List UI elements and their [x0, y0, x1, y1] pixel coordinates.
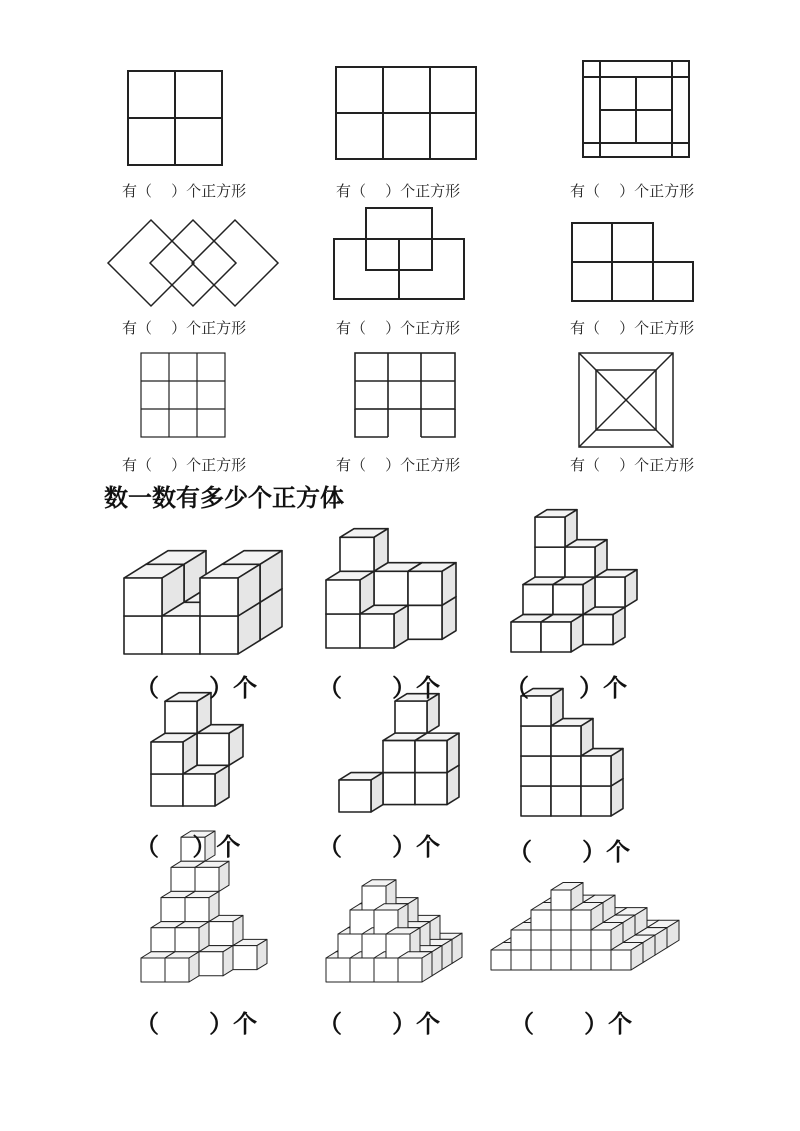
- square-figure-6: [570, 221, 694, 303]
- cube: [581, 749, 623, 786]
- cube-figure-1: [120, 542, 290, 662]
- cube: [175, 922, 209, 952]
- cube-figure-3: [505, 542, 645, 662]
- cube-answer-4: （ ）个: [135, 833, 241, 861]
- cube: [595, 570, 637, 607]
- square-caption-2: 有（ ）个正方形: [336, 182, 461, 200]
- cube-figure-2: [320, 542, 460, 662]
- square-caption-9: 有（ ）个正方形: [570, 456, 695, 474]
- cube: [209, 915, 243, 945]
- cube: [185, 891, 219, 921]
- square-figure-1: [127, 70, 223, 166]
- square-figure-7: [140, 352, 226, 438]
- square-figure-5: [332, 206, 466, 302]
- cube: [553, 577, 595, 614]
- square-caption-1: 有（ ）个正方形: [122, 182, 247, 200]
- square-caption-7: 有（ ）个正方形: [122, 456, 247, 474]
- cube: [551, 719, 593, 756]
- cube-answer-3: （ ）个: [505, 674, 628, 702]
- cube-answer-5: （ ）个: [318, 833, 441, 861]
- cube: [565, 540, 607, 577]
- cube: [535, 510, 577, 547]
- cube-figure-6: [515, 690, 645, 820]
- cube-figure-5: [335, 700, 445, 820]
- square-caption-8: 有（ ）个正方形: [336, 456, 461, 474]
- cube: [233, 939, 267, 969]
- cube: [408, 563, 456, 606]
- cube: [398, 952, 432, 982]
- cube: [583, 607, 625, 644]
- cube-figure-4: [145, 702, 255, 820]
- cube: [340, 529, 388, 572]
- cube: [151, 733, 197, 774]
- cube: [165, 952, 199, 982]
- cube: [197, 725, 243, 766]
- cube: [200, 564, 260, 616]
- cube: [183, 765, 229, 806]
- square-figure-3: [582, 60, 690, 158]
- cube-answer-7: （ ）个: [135, 1010, 258, 1038]
- cube: [326, 571, 374, 614]
- square-figure-8: [354, 352, 456, 438]
- cube: [195, 861, 229, 891]
- cube: [541, 615, 583, 652]
- cube-figure-9: [485, 868, 685, 978]
- square-figure-4: [106, 218, 280, 308]
- cube: [611, 943, 643, 970]
- cube-answer-1: （ ）个: [135, 674, 258, 702]
- cube-answer-9: （ ）个: [510, 1010, 633, 1038]
- square-figure-9: [578, 352, 674, 448]
- cube: [415, 733, 459, 772]
- cube: [339, 773, 383, 812]
- cube-figure-7: [135, 868, 275, 988]
- square-caption-4: 有（ ）个正方形: [122, 319, 247, 337]
- cube-figure-8: [318, 862, 458, 992]
- section-title: 数一数有多少个正方体: [104, 484, 344, 512]
- cube: [360, 605, 408, 648]
- cube-answer-2: （ ）个: [318, 674, 441, 702]
- cube: [199, 946, 233, 976]
- square-figure-2: [335, 66, 477, 160]
- square-caption-3: 有（ ）个正方形: [570, 182, 695, 200]
- square-caption-5: 有（ ）个正方形: [336, 319, 461, 337]
- cube-answer-6: （ ）个: [508, 838, 631, 866]
- cube-answer-8: （ ）个: [318, 1010, 441, 1038]
- square-caption-6: 有（ ）个正方形: [570, 319, 695, 337]
